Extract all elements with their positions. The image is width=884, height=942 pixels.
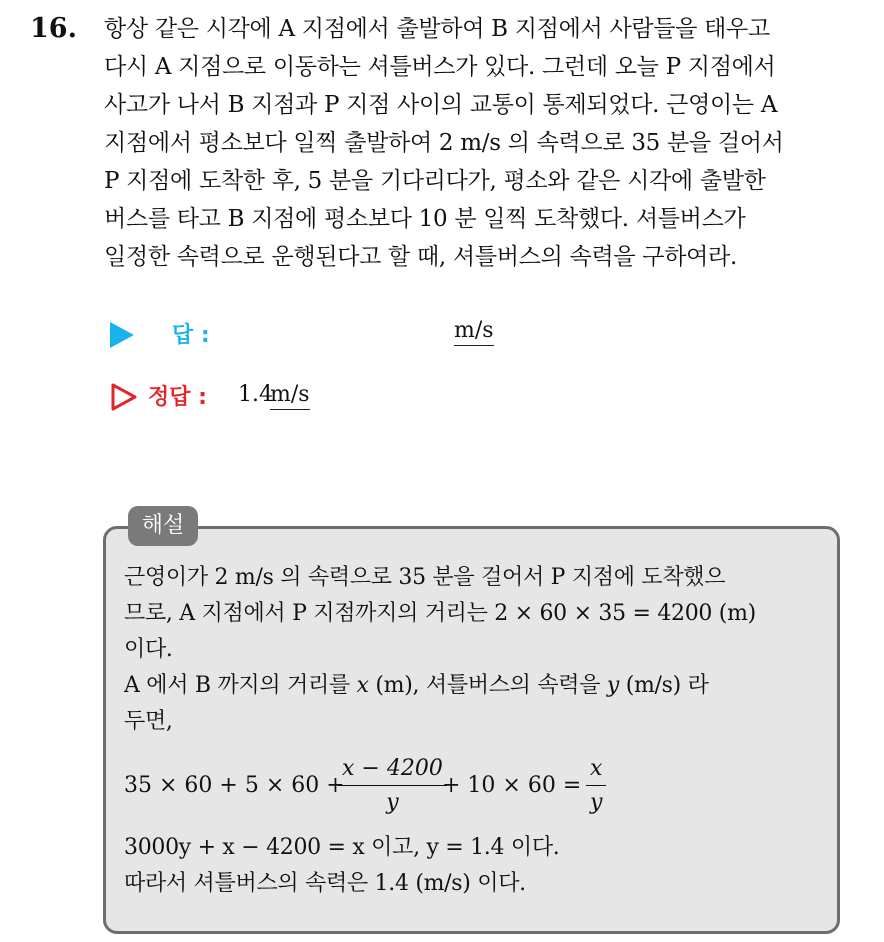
explanation-line bbox=[124, 668, 824, 704]
outline-play-icon bbox=[110, 382, 138, 412]
question-line: 다시 A 지점으로 이동하는 셔틀버스가 있다. 그런데 오늘 P 지점에서 bbox=[104, 54, 776, 80]
answer-row bbox=[110, 316, 530, 356]
question-text bbox=[104, 10, 864, 276]
question-line: 일정한 속력으로 운행된다고 할 때, 셔틀버스의 속력을 구하여라. bbox=[104, 244, 737, 270]
question-line: P 지점에 도착한 후, 5 분을 기다리다가, 평소와 같은 시각에 출발한 bbox=[104, 168, 766, 194]
equation-middle: + 10 × 60 = bbox=[442, 773, 582, 798]
variable-y: y bbox=[606, 673, 620, 698]
fraction-numerator: x bbox=[586, 756, 606, 786]
explanation-line: 3000y + x − 4200 = x 이고, y = 1.4 이다. bbox=[124, 835, 560, 860]
correct-answer-value: 1.4 bbox=[238, 382, 273, 407]
equation-fraction bbox=[338, 756, 447, 815]
explanation-text: (m), 셔틀버스의 속력을 bbox=[368, 673, 607, 698]
play-icon bbox=[110, 322, 134, 348]
explanation-line: 두면, bbox=[124, 709, 173, 734]
correct-answer-row bbox=[110, 380, 530, 420]
explanation-line: 근영이가 2 m/s 의 속력으로 35 분을 걸어서 P 지점에 도착했으 bbox=[124, 565, 726, 590]
correct-answer-label: 정답 : bbox=[148, 385, 207, 410]
explanation-text: A 에서 B 까지의 거리를 bbox=[124, 673, 357, 698]
equation bbox=[124, 756, 824, 820]
equation-fraction bbox=[586, 756, 606, 815]
question-line: 항상 같은 시각에 A 지점에서 출발하여 B 지점에서 사람들을 태우고 bbox=[104, 16, 770, 42]
question-line: 버스를 타고 B 지점에 평소보다 10 분 일찍 도착했다. 셔틀버스가 bbox=[104, 206, 746, 232]
fraction-denominator: y bbox=[589, 790, 603, 815]
equation-left: 35 × 60 + 5 × 60 + bbox=[124, 773, 345, 798]
fraction-numerator: x − 4200 bbox=[338, 756, 447, 786]
question-line: 사고가 나서 B 지점과 P 지점 사이의 교통이 통제되었다. 근영이는 A bbox=[104, 92, 778, 118]
explanation-line: 므로, A 지점에서 P 지점까지의 거리는 2 × 60 × 35 = 4200 (m) bbox=[124, 601, 756, 626]
question-line: 지점에서 평소보다 일찍 출발하여 2 m/s 의 속력으로 35 분을 걸어서 bbox=[104, 130, 784, 156]
explanation-content bbox=[124, 560, 824, 740]
question-number: 16. bbox=[30, 13, 77, 44]
explanation-line: 따라서 셔틀버스의 속력은 1.4 (m/s) 이다. bbox=[124, 871, 526, 896]
explanation-tab: 해설 bbox=[128, 506, 198, 546]
answer-unit: m/s bbox=[454, 318, 494, 346]
fraction-denominator: y bbox=[386, 790, 399, 815]
variable-x: x bbox=[356, 673, 369, 698]
explanation-text: (m/s) 라 bbox=[619, 673, 709, 698]
correct-answer-unit: m/s bbox=[270, 382, 310, 410]
explanation-line: 이다. bbox=[124, 637, 173, 662]
answer-label: 답 : bbox=[172, 323, 210, 348]
